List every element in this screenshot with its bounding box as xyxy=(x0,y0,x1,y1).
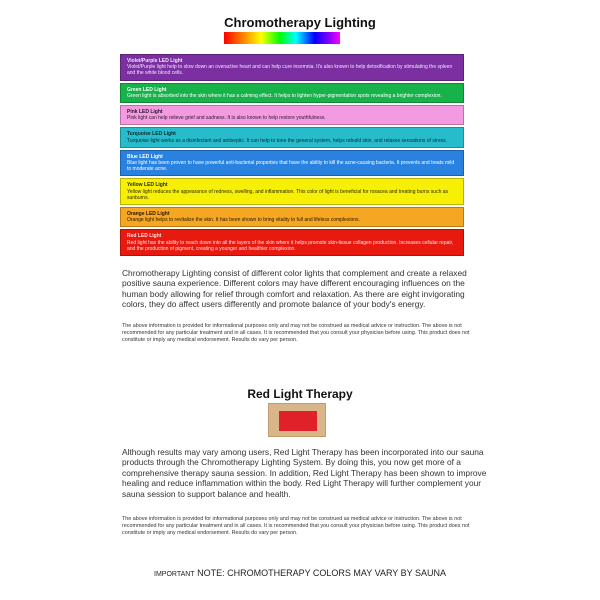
led-band-description: Green light is absorbed into the skin where it has a calming effect. It helps to lighten hyper-pigmentation spots revealing a brighter complexion. xyxy=(127,92,442,99)
red-light-therapy-title: Red Light Therapy xyxy=(247,387,353,401)
led-band-description: Blue light has been proven to have powerful anti-bacterial properties that have the ability to kill the acne-causing bacteria. It prevents and treats mild to moderate acne. xyxy=(127,160,455,173)
led-band-description: Orange light helps to revitalize the skin. It has been shown to bring vitality to full and lifeless complexions. xyxy=(127,217,360,224)
led-band-title: Blue LED Light xyxy=(127,153,163,160)
led-band-title: Turquoise LED Light xyxy=(127,131,176,138)
led-band-title: Pink LED Light xyxy=(127,109,163,116)
led-band xyxy=(120,150,464,177)
led-band-title: Green LED Light xyxy=(127,86,167,93)
led-color-list xyxy=(120,54,464,258)
led-band-description: Violet/Purple light help to slow down an overactive heart and can help cure insomnia. It's also known to help detoxification by stimulating the spleen and the white blood cells. xyxy=(127,64,453,77)
disclaimer-text-2: The above information is provided for informational purposes only and may not be construed as medical advice or instruction. The above is not recommended for any particular treatment and in all cases. It is recommended that you consult your physician before using. This product does not constitute or imply any medical endorsement. Results do vary per person. xyxy=(122,516,470,537)
led-band-description: Red light has the ability to reach down into all the layers of the skin where it helps promote skin-tissue collagen production. Increases cellular repair, and the production of pigment, creating a younger and healthier complexion. xyxy=(127,239,454,252)
important-note-text: NOTE: CHROMOTHERAPY COLORS MAY VARY BY SAUNA xyxy=(194,568,446,578)
intro-paragraph: Chromotherapy Lighting consist of different color lights that complement and create a relaxed positive sauna experience. Different colors may have different encouraging influences on the human body allowing for relief through comfort and relaxation. As there are eight invigorating colors, they do affect users differently and promote balance of your body's energy. xyxy=(122,268,467,310)
important-label: IMPORTANT xyxy=(154,571,195,578)
red-light-panel-image xyxy=(268,403,326,437)
led-band-title: Violet/Purple LED Light xyxy=(127,58,183,64)
page-title: Chromotherapy Lighting xyxy=(224,15,376,30)
led-band-title: Red LED Light xyxy=(127,233,162,240)
led-band-title: Orange LED Light xyxy=(127,211,170,218)
red-light-panel-glow xyxy=(279,411,317,431)
led-band xyxy=(120,105,464,125)
led-band xyxy=(120,83,464,103)
led-band-title: Yellow LED Light xyxy=(127,182,168,189)
color-spectrum-bar xyxy=(224,32,340,44)
led-band-description: Turquoise light works as a disinfectant and antiseptic. It can help to tone the general system, helps rebuild skin, and relaxes sensations of stress. xyxy=(127,137,447,144)
led-band xyxy=(120,54,464,81)
led-band-description: Yellow light reduces the appearance of redness, swelling, and inflammation. This color of light is beneficial for rosacea and treating burns such as sunburns. xyxy=(127,188,449,201)
led-band xyxy=(120,207,464,227)
led-band xyxy=(120,178,464,205)
important-note xyxy=(0,568,600,578)
led-band xyxy=(120,127,464,147)
led-band xyxy=(120,229,464,256)
led-band-description: Pink light can help relieve grief and sadness. It is also known to help restore youthfulness. xyxy=(127,115,326,122)
disclaimer-text: The above information is provided for informational purposes only and may not be construed as medical advice or instruction. The above is not recommended for any particular treatment and in all cases. It is recommended that you consult your physician before using. This product does not constitute or imply any medical endorsement. Results do vary per person. xyxy=(122,323,470,344)
red-light-paragraph: Although results may vary among users, Red Light Therapy has been incorporated into our sauna products through the Chromotherapy Lighting System. By doing this, you now get more of a comprehensive therapy sauna session. In addition, Red Light Therapy has been shown to improve healing and reduce inflammation within the body. Red Light Therapy will further complement your sauna session to support balance and health. xyxy=(122,447,487,499)
